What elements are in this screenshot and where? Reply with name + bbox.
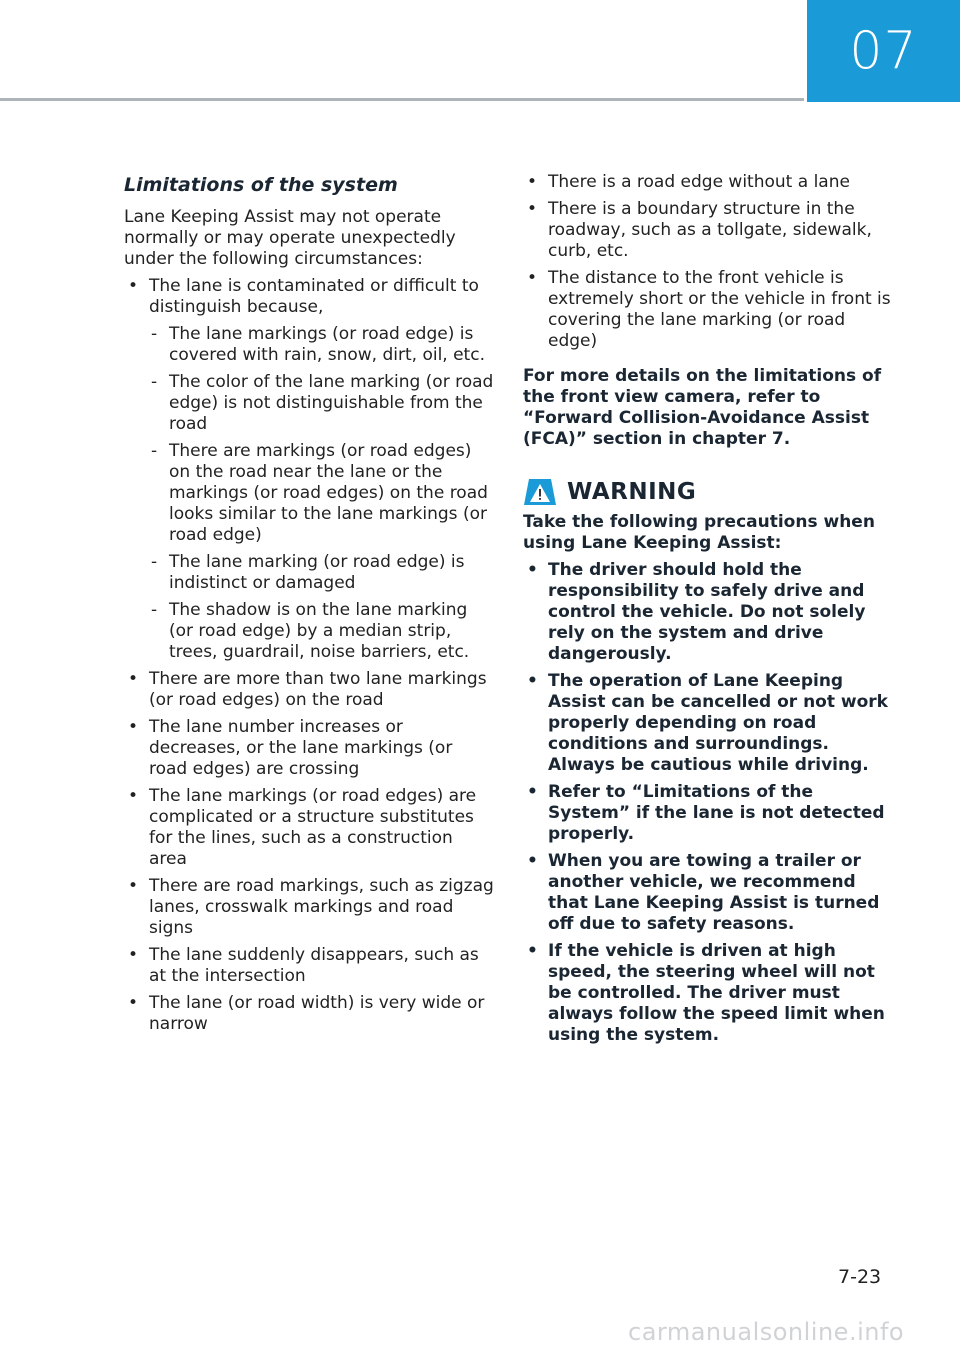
list-item: • There is a road edge without a lane — [523, 172, 893, 193]
warning-item: • The driver should hold the responsibility to safely drive and control the vehicle. Do not solely rely on the system and drive dangerously. — [523, 560, 893, 665]
warning-item: • If the vehicle is driven at high speed, the steering wheel will not be controlled. The driver must always follow the speed limit when using the system. — [523, 941, 893, 1046]
warning-title: WARNING — [567, 478, 697, 505]
list-item: • The lane (or road width) is very wide or narrow — [124, 993, 494, 1035]
warning-intro: Take the following precautions when using Lane Keeping Assist: — [523, 512, 875, 553]
warning-header — [523, 478, 893, 506]
watermark: carmanualsonline.info — [628, 1318, 905, 1346]
left-column — [124, 172, 494, 1041]
warning-item: • When you are towing a trailer or another vehicle, we recommend that Lane Keeping Assist is turned off due to safety reasons. — [523, 851, 893, 935]
list-item: • The lane suddenly disappears, such as at the intersection — [124, 945, 494, 987]
warning-list — [523, 560, 893, 1046]
warning-item: • The operation of Lane Keeping Assist can be cancelled or not work properly depending on road conditions and surroundings. Always be cautious while driving. — [523, 671, 893, 776]
intro-paragraph: Lane Keeping Assist may not operate normally or may operate unexpectedly under the following circumstances: — [124, 207, 456, 269]
sub-list-item: - The shadow is on the lane marking (or road edge) by a median strip, trees, guardrail, noise barriers, etc. — [149, 600, 494, 663]
sub-list-item: - The lane marking (or road edge) is indistinct or damaged — [149, 552, 494, 594]
list-item — [124, 276, 494, 663]
list-item: • There are more than two lane markings (or road edges) on the road — [124, 669, 494, 711]
list-item: • There is a boundary structure in the roadway, such as a tollgate, sidewalk, curb, etc. — [523, 199, 893, 262]
sub-list-item: - There are markings (or road edges) on the road near the lane or the markings (or road edges) on the road looks similar to the lane markings (or road edge) — [149, 441, 494, 546]
chapter-tab: 07 — [807, 0, 960, 102]
sub-list-item: - The color of the lane marking (or road edge) is not distinguishable from the road — [149, 372, 494, 435]
list-item-text: The lane is contaminated or difficult to distinguish because, — [149, 276, 479, 317]
list-item: • There are road markings, such as zigzag lanes, crosswalk markings and road signs — [124, 876, 494, 939]
limitations-list-continued — [523, 172, 893, 352]
list-item: • The lane markings (or road edges) are complicated or a structure substitutes for the lines, such as a construction area — [124, 786, 494, 870]
list-item: • The lane number increases or decreases, or the lane markings (or road edges) are crossing — [124, 717, 494, 780]
section-title: Limitations of the system — [124, 174, 398, 196]
more-details-note: For more details on the limitations of the front view camera, refer to “Forward Collision-Avoidance Assist (FCA)” section in chapter 7. — [523, 366, 882, 449]
page-number: 7-23 — [838, 1266, 882, 1288]
limitations-list — [124, 276, 494, 1035]
list-item: • The distance to the front vehicle is extremely short or the vehicle in front is covering the lane marking (or road edge) — [523, 268, 893, 352]
sub-list — [149, 324, 494, 663]
sub-list-item: - The lane markings (or road edge) is covered with rain, snow, dirt, oil, etc. — [149, 324, 494, 366]
warning-icon — [523, 478, 557, 506]
right-column — [523, 172, 893, 1052]
warning-item: • Refer to “Limitations of the System” if the lane is not detected properly. — [523, 782, 893, 845]
header-rule — [0, 98, 804, 101]
